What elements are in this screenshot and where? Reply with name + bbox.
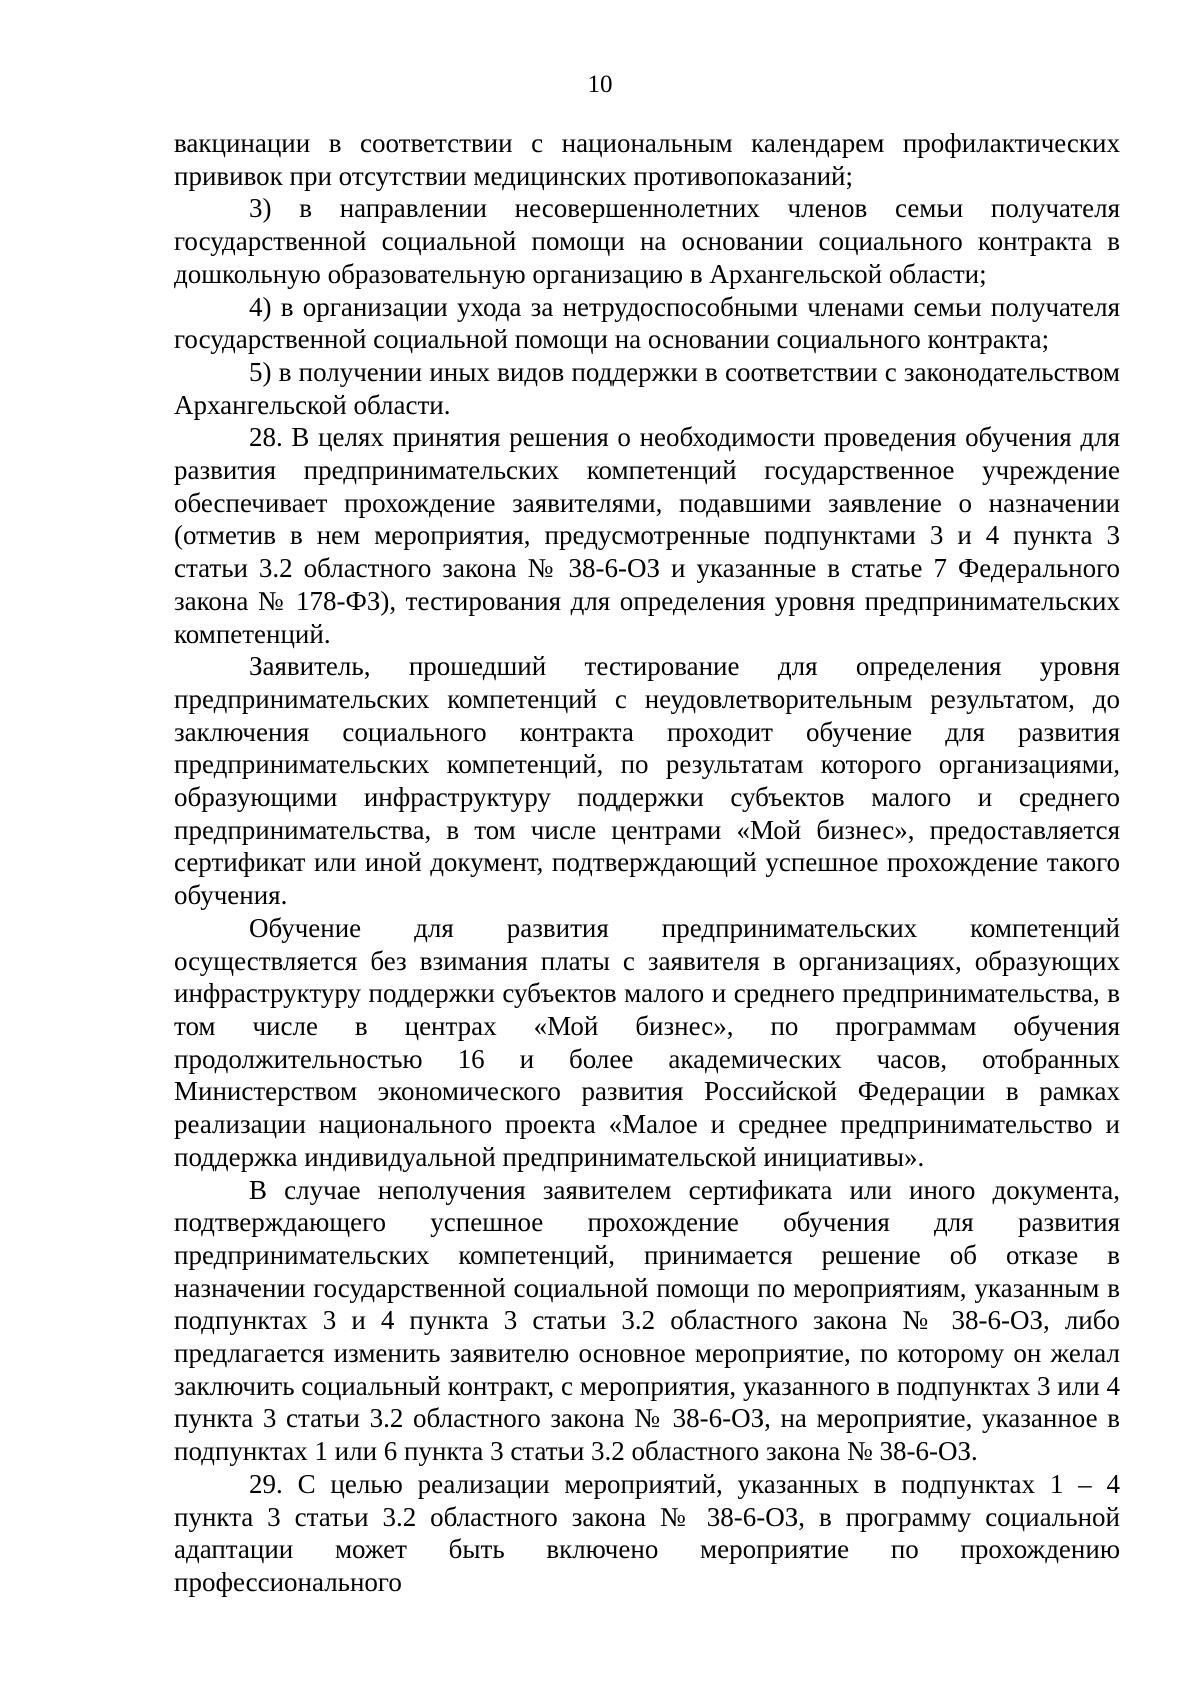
paragraph-certificate-refusal: В случае неполучения заявителем сертификата или иного документа, подтверждающего успешное прохождение обучения для развития предпринимательских компетенций, принимается решение об отказе в назначении государственной социальной помощи по мероприятиям, указанным в подпунктах 3 и 4 пункта 3 статьи 3.2 областного закона № 38-6-ОЗ, либо предлагается изменить заявителю основное мероприятие, по которому он желал заключить социальный контракт, с мероприятия, указанного в подпунктах 3 или 4 пункта 3 статьи 3.2 областного закона № 38-6-ОЗ, на мероприятие, указанное в подпунктах 1 или 6 пункта 3 статьи 3.2 областного закона № 38-6-ОЗ. <box>174 1174 1120 1467</box>
paragraph-item-3: 3) в направлении несовершеннолетних членов семьи получателя государственной социальной помощи на основании социального контракта в дошкольную образовательную организацию в Архангельской области; <box>174 193 1120 289</box>
document-body <box>174 127 1120 1599</box>
paragraph-training-free: Обучение для развития предпринимательских компетенций осуществляется без взимания платы с заявителя в организациях, образующих инфраструктуру поддержки субъектов малого и среднего предпринимательства, в том числе в центрах «Мой бизнес», по программам обучения продолжительностью 16 и более академических часов, отобранных Министерством экономического развития Российской Федерации в рамках реализации национального проекта «Малое и среднее предпринимательство и поддержка индивидуальной предпринимательской инициативы». <box>174 912 1120 1172</box>
page-number: 10 <box>587 71 613 98</box>
paragraph-clause-28: 28. В целях принятия решения о необходимости проведения обучения для развития предпринимательских компетенций государственное учреждение обеспечивает прохождение заявителями, подавшими заявление о назначении (отметив в нем мероприятия, предусмотренные подпунктами 3 и 4 пункта 3 статьи 3.2 областного закона № 38-6-ОЗ и указанные в статье 7 Федерального закона № 178-ФЗ), тестирования для определения уровня предпринимательских компетенций. <box>174 422 1120 649</box>
paragraph-clause-29: 29. С целью реализации мероприятий, указанных в подпунктах 1 – 4 пункта 3 статьи 3.2 областного закона № 38-6-ОЗ, в программу социальной адаптации может быть включено мероприятие по прохождению профессионального <box>174 1468 1120 1597</box>
paragraph-item-4: 4) в организации ухода за нетрудоспособными членами семьи получателя государственной социальной помощи на основании социального контракта; <box>174 291 1120 355</box>
paragraph-vaccination-continuation: вакцинации в соответствии с национальным календарем профилактических прививок при отсутствии медицинских противопоказаний; <box>174 128 1120 191</box>
paragraph-applicant-testing: Заявитель, прошедший тестирование для определения уровня предпринимательских компетенций с неудовлетворительным результатом, до заключения социального контракта проходит обучение для развития предпринимательских компетенций, по результатам которого организациями, образующими инфраструктуру поддержки субъектов малого и среднего предпринимательства, в том числе центрами «Мой бизнес», предоставляется сертификат или иной документ, подтверждающий успешное прохождение такого обучения. <box>174 651 1120 911</box>
paragraph-item-5: 5) в получении иных видов поддержки в соответствии с законодательством Архангельской области. <box>174 356 1120 420</box>
